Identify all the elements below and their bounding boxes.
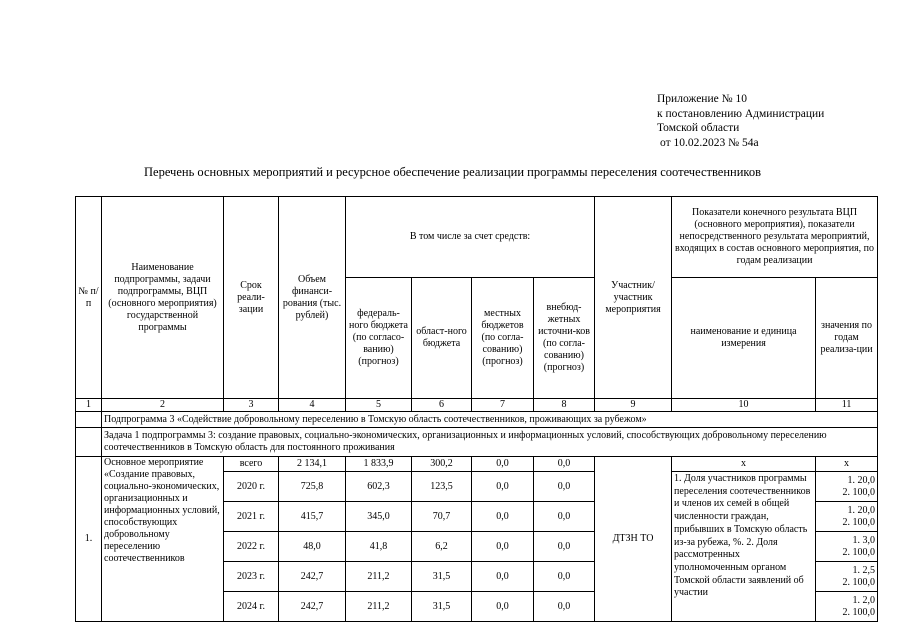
column-number: 8 bbox=[534, 399, 595, 412]
indicator-header-name: х bbox=[672, 457, 816, 472]
header-name: Наименование подпрограммы, задачи подпрограммы, ВЦП (основного мероприятия) государственной программы bbox=[102, 197, 224, 399]
appendix-line: от 10.02.2023 № 54а bbox=[660, 136, 759, 149]
document-title: Перечень основных мероприятий и ресурсное обеспечение реализации программы переселения соотечественников bbox=[144, 165, 761, 179]
column-number: 5 bbox=[346, 399, 412, 412]
federal-cell: 41,8 bbox=[346, 532, 412, 562]
indicator-value-2: 2. 100,0 bbox=[842, 606, 876, 618]
appendix-block bbox=[657, 92, 824, 150]
federal-cell: 602,3 bbox=[346, 472, 412, 502]
term-cell: 2020 г. bbox=[224, 472, 279, 502]
appendix-line: Томской области bbox=[657, 122, 740, 134]
empty-cell bbox=[76, 428, 102, 457]
volume-cell: 415,7 bbox=[279, 502, 346, 532]
indicator-values bbox=[816, 532, 878, 562]
regional-cell: 123,5 bbox=[412, 472, 472, 502]
volume-cell: 242,7 bbox=[279, 592, 346, 622]
indicator-value-2: 2. 100,0 bbox=[842, 576, 876, 588]
regional-cell: 300,2 bbox=[412, 457, 472, 472]
header-regional: област-ного бюджета bbox=[412, 278, 472, 399]
extra-cell: 0,0 bbox=[534, 502, 595, 532]
term-cell: 2023 г. bbox=[224, 562, 279, 592]
extra-cell: 0,0 bbox=[534, 532, 595, 562]
column-number: 4 bbox=[279, 399, 346, 412]
activity-num: 1. bbox=[76, 457, 102, 622]
regional-cell: 70,7 bbox=[412, 502, 472, 532]
header-term: Срок реали-зации bbox=[224, 197, 279, 399]
header-indicator-name: наименование и единица измерения bbox=[672, 278, 816, 399]
header-including: В том числе за счет средств: bbox=[346, 197, 595, 278]
subprogram-row: Подпрограмма 3 «Содействие добровольному переселению в Томскую область соотечественников, проживающих за рубежом» bbox=[102, 412, 878, 428]
task-row: Задача 1 подпрограммы 3: создание правовых, социально-экономических, организационных и информационных условий, способствующих добровольному переселению соотечественников в Томскую область для постоянного проживания bbox=[102, 428, 878, 457]
extra-cell: 0,0 bbox=[534, 562, 595, 592]
indicator-value-1: 1. 2,5 bbox=[852, 564, 876, 576]
empty-cell bbox=[76, 412, 102, 428]
column-number: 7 bbox=[472, 399, 534, 412]
column-number: 9 bbox=[595, 399, 672, 412]
local-cell: 0,0 bbox=[472, 562, 534, 592]
term-cell: 2022 г. bbox=[224, 532, 279, 562]
header-participant: Участник/ участник мероприятия bbox=[595, 197, 672, 399]
extra-cell: 0,0 bbox=[534, 472, 595, 502]
participant-cell: ДТЗН ТО bbox=[595, 457, 672, 622]
column-number: 1 bbox=[76, 399, 102, 412]
indicator-value-1: 1. 3,0 bbox=[852, 534, 876, 546]
local-cell: 0,0 bbox=[472, 502, 534, 532]
indicator-value-2: 2. 100,0 bbox=[842, 486, 876, 498]
extra-cell: 0,0 bbox=[534, 457, 595, 472]
header-indicator-values: значения по годам реализа-ции bbox=[816, 278, 878, 399]
appendix-line: Приложение № 10 bbox=[657, 93, 747, 105]
indicator-value-1: 1. 2,0 bbox=[852, 594, 876, 606]
column-number: 2 bbox=[102, 399, 224, 412]
header-extra: внебюд-жетных источни-ков (по согла-сованию) (прогноз) bbox=[534, 278, 595, 399]
term-cell: всего bbox=[224, 457, 279, 472]
indicator-header-value: х bbox=[816, 457, 878, 472]
activity-name: Основное мероприятие «Создание правовых, социально-экономических, организационных и информационных условий, способствующих добровольному переселению соотечественников bbox=[102, 457, 224, 622]
volume-cell: 2 134,1 bbox=[279, 457, 346, 472]
indicator-value-2: 2. 100,0 bbox=[842, 546, 876, 558]
volume-cell: 725,8 bbox=[279, 472, 346, 502]
column-number: 10 bbox=[672, 399, 816, 412]
term-cell: 2024 г. bbox=[224, 592, 279, 622]
federal-cell: 345,0 bbox=[346, 502, 412, 532]
header-indicators: Показатели конечного результата ВЦП (основного мероприятия), показатели непосредственного результата мероприятий, входящих в состав основного мероприятия, по годам реализации bbox=[672, 197, 878, 278]
column-number: 6 bbox=[412, 399, 472, 412]
federal-cell: 211,2 bbox=[346, 592, 412, 622]
indicator-value-1: 1. 20,0 bbox=[847, 504, 876, 516]
regional-cell: 31,5 bbox=[412, 562, 472, 592]
header-federal: федераль-ного бюджета (по согласо-ванию) (прогноз) bbox=[346, 278, 412, 399]
local-cell: 0,0 bbox=[472, 457, 534, 472]
indicator-values bbox=[816, 592, 878, 622]
regional-cell: 6,2 bbox=[412, 532, 472, 562]
appendix-line: к постановлению Администрации bbox=[657, 107, 825, 120]
column-number: 11 bbox=[816, 399, 878, 412]
regional-cell: 31,5 bbox=[412, 592, 472, 622]
header-num: № п/п bbox=[76, 197, 102, 399]
activities-table bbox=[75, 196, 878, 622]
local-cell: 0,0 bbox=[472, 592, 534, 622]
indicator-values bbox=[816, 472, 878, 502]
local-cell: 0,0 bbox=[472, 532, 534, 562]
header-volume: Объем финанси-рования (тыс. рублей) bbox=[279, 197, 346, 399]
indicator-value-1: 1. 20,0 bbox=[847, 474, 876, 486]
indicator-value-2: 2. 100,0 bbox=[842, 516, 876, 528]
term-cell: 2021 г. bbox=[224, 502, 279, 532]
federal-cell: 1 833,9 bbox=[346, 457, 412, 472]
extra-cell: 0,0 bbox=[534, 592, 595, 622]
volume-cell: 48,0 bbox=[279, 532, 346, 562]
header-local: местных бюджетов (по согла-сованию) (прогноз) bbox=[472, 278, 534, 399]
volume-cell: 242,7 bbox=[279, 562, 346, 592]
indicator-text: 1. Доля участников программы переселения соотечественников и членов их семей в общей численности граждан, прибывших в Томскую область из-за рубежа, %. 2. Доля рассмотренных уполномоченным органом Томской области заявлений об участии bbox=[672, 472, 816, 622]
indicator-values bbox=[816, 502, 878, 532]
local-cell: 0,0 bbox=[472, 472, 534, 502]
federal-cell: 211,2 bbox=[346, 562, 412, 592]
indicator-values bbox=[816, 562, 878, 592]
column-number: 3 bbox=[224, 399, 279, 412]
